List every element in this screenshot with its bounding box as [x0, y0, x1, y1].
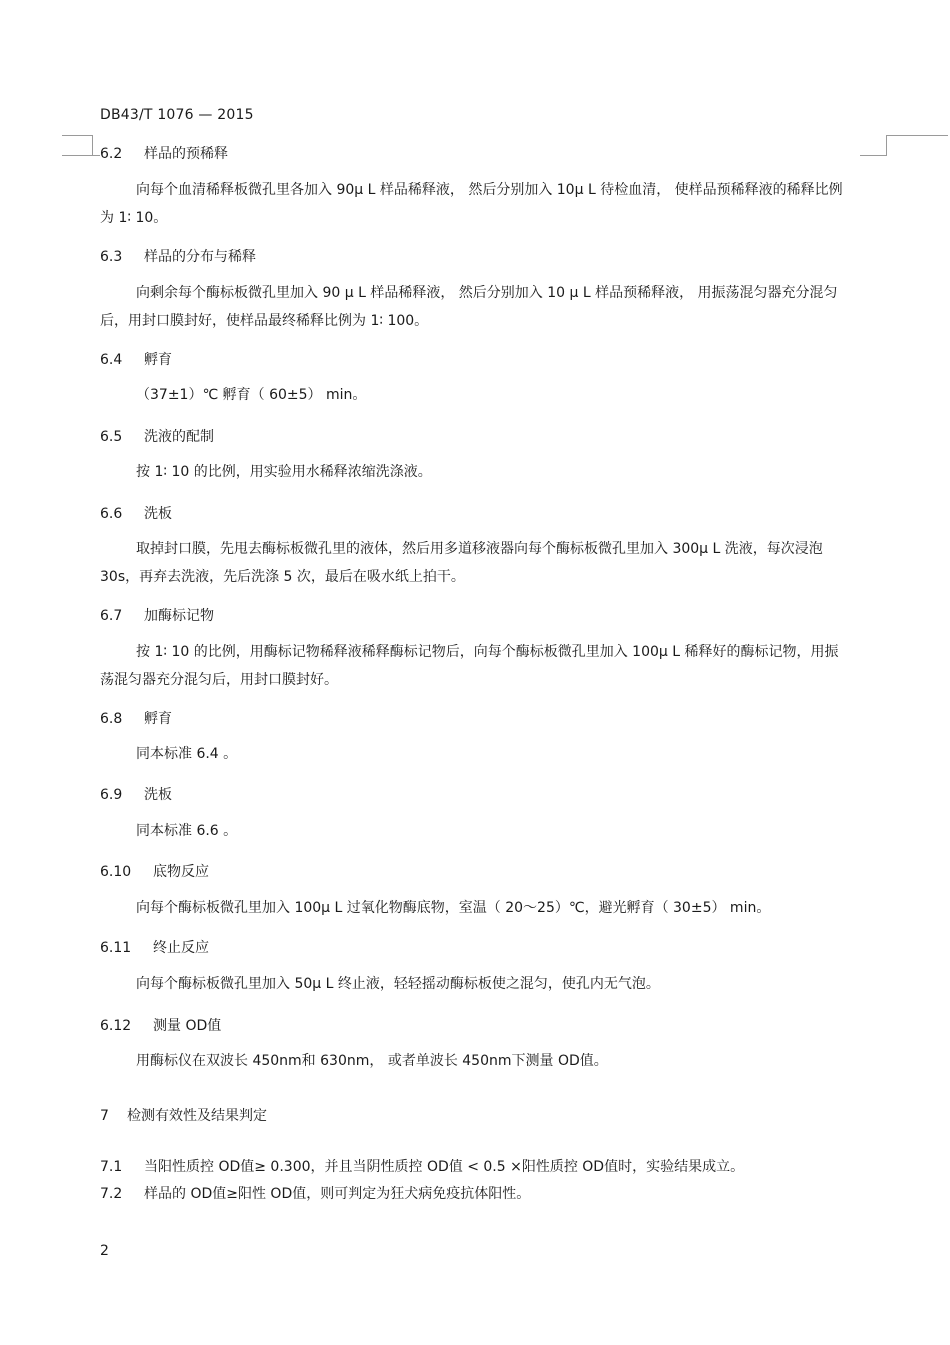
crop-mark	[62, 155, 100, 156]
section-title: 底物反应	[153, 864, 209, 880]
section-number: 6.2	[100, 146, 123, 162]
section-title: 终止反应	[153, 940, 209, 956]
section-heading	[100, 143, 228, 163]
clause-text: 当阳性质控 OD值≥ 0.300，并且当阴性质控 OD值 < 0.5 ×阳性质控 OD值时，实验结果成立。	[144, 1159, 745, 1175]
clause-number: 7.2	[100, 1186, 123, 1202]
section-number: 6.8	[100, 711, 123, 727]
section-text: 取掉封口膜，先甩去酶标板微孔里的液体，然后用多道移液器向每个酶标板微孔里加入 300μ L 洗液，每次浸泡 30s，再弃去洗液，先后洗涤 5 次，最后在吸水纸上拍干。	[100, 541, 823, 585]
section-number: 6.5	[100, 429, 123, 445]
section-text: （37±1）℃ 孵育（ 60±5） min。	[136, 387, 367, 403]
crop-mark	[92, 135, 93, 155]
clause-number: 7.1	[100, 1159, 123, 1175]
section-heading	[100, 426, 214, 446]
section-title: 加酶标记物	[144, 608, 214, 624]
section-title: 孵育	[144, 711, 172, 727]
chapter-heading	[100, 1105, 267, 1125]
crop-mark	[886, 135, 948, 136]
crop-mark	[62, 135, 92, 136]
clause-item	[100, 1156, 744, 1176]
section-number: 6.9	[100, 787, 123, 803]
section-title: 测量 OD值	[153, 1018, 222, 1034]
section-title: 洗液的配制	[144, 429, 214, 445]
section-title: 洗板	[144, 506, 172, 522]
section-heading	[100, 708, 172, 728]
section-text: 用酶标仪在双波长 450nm和 630nm， 或者单波长 450nm下测量 OD值。	[136, 1053, 608, 1069]
section-heading	[100, 937, 209, 957]
section-text: 向每个酶标板微孔里加入 50μ L 终止液，轻轻摇动酶标板使之混匀，使孔内无气泡。	[136, 976, 660, 992]
page-number: 2	[100, 1243, 109, 1259]
section-number: 6.10	[100, 864, 132, 880]
section-number: 6.11	[100, 940, 132, 956]
section-number: 6.12	[100, 1018, 132, 1034]
crop-mark	[886, 135, 887, 155]
section-title: 洗板	[144, 787, 172, 803]
section-title: 样品的分布与稀释	[144, 249, 256, 265]
section-heading	[100, 246, 256, 266]
section-heading	[100, 605, 214, 625]
section-heading	[100, 349, 172, 369]
section-text: 按 1∶ 10 的比例，用酶标记物稀释液稀释酶标记物后，向每个酶标板微孔里加入 100μ L 稀释好的酶标记物，用振荡混匀器充分混匀后，用封口膜封好。	[100, 644, 839, 688]
section-heading	[100, 784, 172, 804]
section-number: 6.6	[100, 506, 123, 522]
clause-text: 样品的 OD值≥阳性 OD值，则可判定为狂犬病免疫抗体阳性。	[144, 1186, 531, 1202]
chapter-title: 检测有效性及结果判定	[127, 1108, 267, 1124]
section-number: 6.7	[100, 608, 123, 624]
crop-mark	[860, 155, 887, 156]
section-text: 同本标准 6.6 。	[136, 823, 238, 839]
section-text: 按 1∶ 10 的比例，用实验用水稀释浓缩洗涤液。	[136, 464, 432, 480]
section-text: 向每个酶标板微孔里加入 100μ L 过氧化物酶底物，室温（ 20～25）℃，避光孵育（ 30±5） min。	[136, 900, 771, 916]
section-title: 孵育	[144, 352, 172, 368]
section-text: 向剩余每个酶标板微孔里加入 90 μ L 样品稀释液， 然后分别加入 10 μ L 样品预稀释液， 用振荡混匀器充分混匀后，用封口膜封好，使样品最终稀释比例为 1∶ 100。	[100, 285, 838, 329]
section-heading	[100, 1015, 221, 1035]
section-number: 6.3	[100, 249, 123, 265]
section-title: 样品的预稀释	[144, 146, 228, 162]
section-heading	[100, 861, 209, 881]
clause-item	[100, 1183, 530, 1203]
section-heading	[100, 503, 172, 523]
section-text: 同本标准 6.4 。	[136, 746, 238, 762]
chapter-number: 7	[100, 1108, 109, 1124]
standard-id-header: DB43/T 1076 — 2015	[100, 107, 254, 123]
section-text: 向每个血清稀释板微孔里各加入 90μ L 样品稀释液， 然后分别加入 10μ L 待检血清， 使样品预稀释液的稀释比例为 1∶ 10。	[100, 182, 843, 226]
section-number: 6.4	[100, 352, 123, 368]
